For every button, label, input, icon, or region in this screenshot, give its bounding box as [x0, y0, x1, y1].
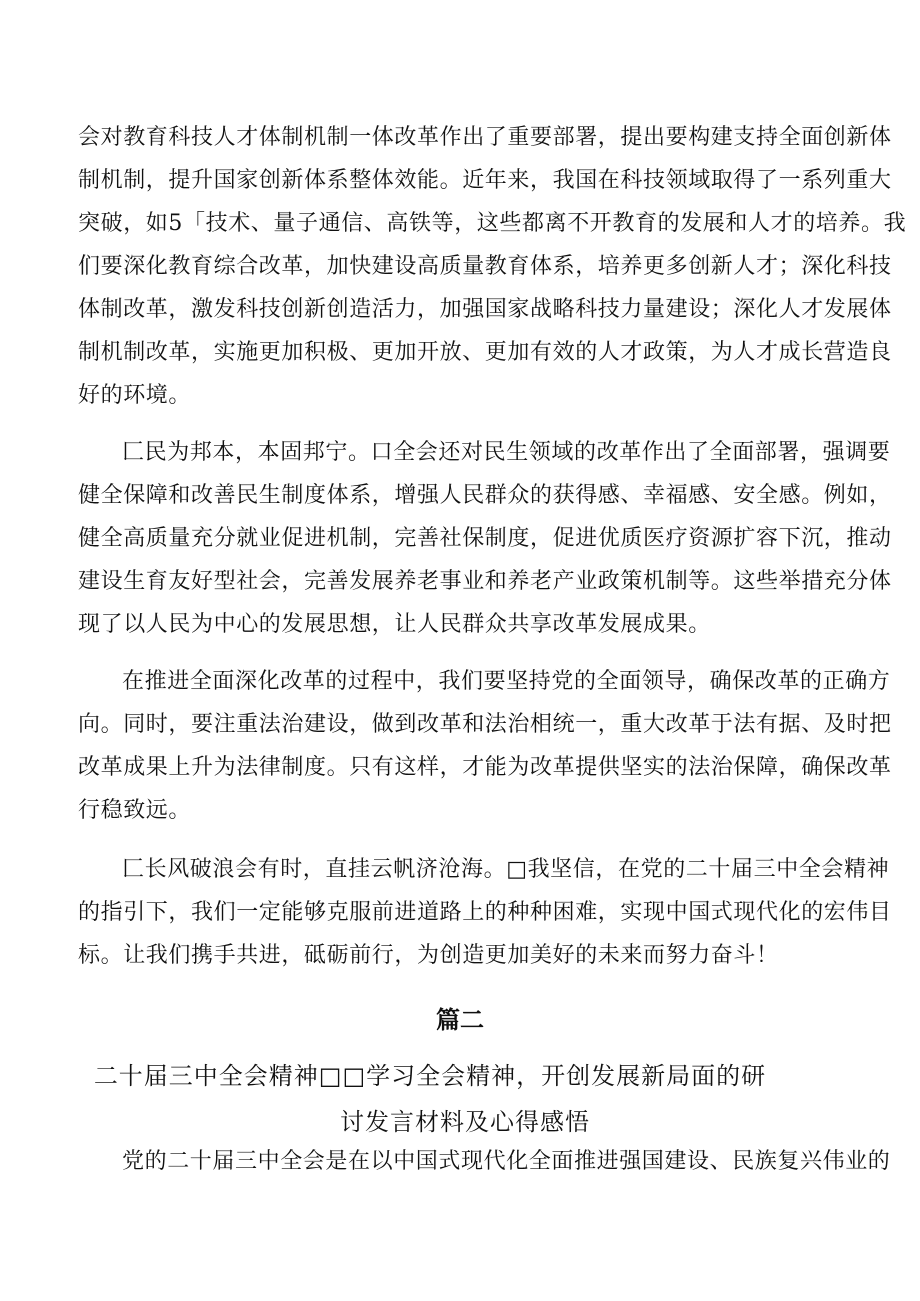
text-line: 好的环境。	[78, 383, 192, 408]
paragraph-opening	[78, 1140, 891, 1183]
text-line: 标。让我们携手共进，砥砺前行，为创造更加美好的未来而努力奋斗！	[78, 943, 779, 968]
text-line: 改革成果上升为法律制度。只有这样，才能为改革提供坚实的法治保障，确保改革	[78, 755, 892, 780]
text-line: 们要深化教育综合改革，加快建设高质量教育体系，培养更多创新人才；深化科技	[78, 254, 892, 279]
text-line: 建设生育友好型社会，完善发展养老事业和养老产业政策机制等。这些举措充分体	[78, 569, 892, 594]
text-line: 健全保障和改善民生制度体系，增强人民群众的获得感、幸福感、安全感。例如，	[78, 483, 892, 508]
section-heading: 篇二	[436, 1005, 484, 1034]
text-line: 突破，如5「技术、量子通信、高铁等，这些都离不开教育的发展和人才的培养。我	[78, 211, 907, 236]
text-line: 体制改革，激发科技创新创造活力，加强国家战略科技力量建设；深化人才发展体	[78, 297, 892, 322]
paragraph-education-reform	[78, 116, 907, 417]
text-line: 健全高质量充分就业促进机制，完善社保制度，促进优质医疗资源扩容下沉，推动	[78, 526, 892, 551]
text-line: 向。同时，要注重法治建设，做到改革和法治相统一，重大改革于法有据、及时把	[78, 712, 892, 737]
text-line: 制机制，提升国家创新体系整体效能。近年来，我国在科技领域取得了一系列重大	[78, 168, 892, 193]
paragraph-rule-of-law	[78, 660, 892, 832]
article-title-line-2: 讨发言材料及心得感悟	[340, 1108, 590, 1136]
paragraph-conclusion	[78, 848, 892, 977]
text-line: 匚长风破浪会有时，直挂云帆济沧海。□我坚信，在党的二十届三中全会精神	[122, 857, 890, 882]
text-line: 会对教育科技人才体制机制一体改革作出了重要部署，提出要构建支持全面创新体	[78, 125, 892, 150]
text-line: 的指引下，我们一定能够克服前进道路上的种种困难，实现中国式现代化的宏伟目	[78, 900, 892, 925]
paragraph-livelihood-reform	[78, 431, 892, 646]
article-title	[0, 1053, 920, 1145]
article-title-line-1: 二十届三中全会精神□□学习全会精神，开创发展新局面的研	[93, 1062, 767, 1090]
text-line: 制机制改革，实施更加积极、更加开放、更加有效的人才政策，为人才成长营造良	[78, 340, 892, 365]
text-line: 党的二十届三中全会是在以中国式现代化全面推进强国建设、民族复兴伟业的	[122, 1149, 891, 1174]
text-line: 现了以人民为中心的发展思想，让人民群众共享改革发展成果。	[78, 612, 711, 637]
text-line: 行稳致远。	[78, 798, 192, 823]
text-line: 在推进全面深化改革的过程中，我们要坚持党的全面领导，确保改革的正确方	[122, 669, 891, 694]
text-line: 匚民为邦本，本固邦宁。口全会还对民生领域的改革作出了全面部署，强调要	[122, 440, 891, 465]
